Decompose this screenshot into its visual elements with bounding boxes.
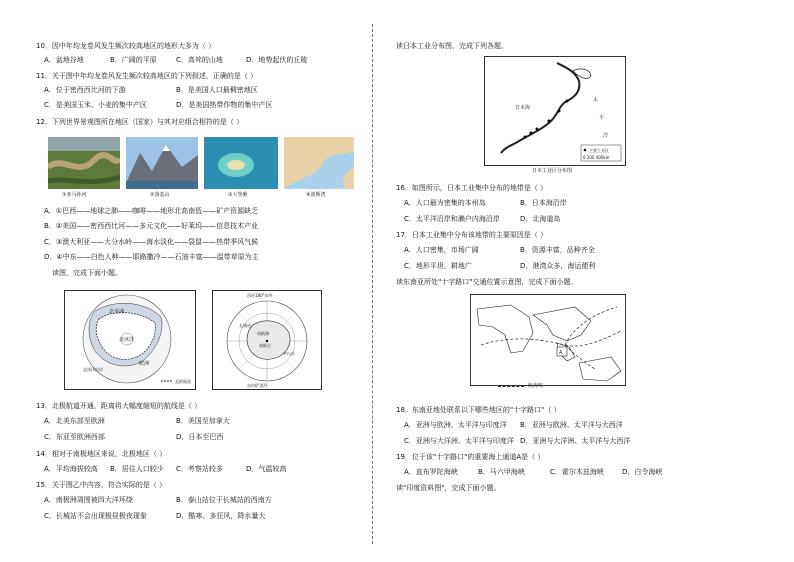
persian-gulf-map — [284, 137, 354, 189]
map2-label-antarctica: 南极洲 — [257, 331, 269, 336]
map2-label-south-pole: 南极点 — [259, 343, 271, 348]
map2-label-zhongshan-station: 中山站 — [283, 351, 295, 356]
q19-option-a[interactable]: A．直布罗陀海峡 — [404, 468, 458, 476]
q10-option-c[interactable]: C．高耸的山地 — [176, 56, 223, 64]
japan-map-pacific-3: 洋 — [603, 133, 609, 139]
map1-legend: 北极航道 — [175, 379, 191, 384]
q14-option-c[interactable]: C．考察站较多 — [176, 465, 223, 473]
q13-option-b[interactable]: B．美国至加拿大 — [176, 417, 230, 425]
q13-stem: 13．北极航道开通，距离将大幅度缩短的航线是（ ） — [36, 402, 202, 410]
passage-intro-japan: 读日本工业分布图，完成下列各题。 — [396, 42, 508, 50]
map1-label-north-america: 北美洲 — [109, 309, 125, 315]
q12-stem: 12．下列世界景观图所在地区（国家）与其对应组合相符的是（ ） — [36, 118, 244, 126]
sea-map-legend-label: 航海线 — [528, 383, 544, 389]
q19-option-b[interactable]: B．马六甲海峡 — [478, 468, 525, 476]
sea-map-point-a: A — [559, 350, 563, 356]
q14-option-a[interactable]: A．平均海拔较高 — [44, 465, 98, 473]
photo-caption-3: ③大堡礁 — [228, 192, 248, 198]
q10-option-a[interactable]: A．盆地谷地 — [44, 56, 84, 64]
q17-stem: 17．日本工业集中分布该地带的主要原因是（ ） — [396, 231, 548, 239]
map2-bottom-label: 东经0°西经 — [247, 383, 268, 388]
q14-option-d[interactable]: D．气温较高 — [246, 465, 287, 473]
q18-stem: 18．东南亚地处联系以下哪些地区的"十字路口"（ ） — [396, 406, 561, 414]
passage-intro-india: 读"印度资料图"，完成下面小题。 — [396, 484, 501, 492]
q19-option-c[interactable]: C．霍尔木兹海峡 — [550, 468, 604, 476]
japan-industry-map — [484, 56, 626, 166]
q13-option-a[interactable]: A．北美东部至欧洲 — [44, 417, 105, 425]
q17-option-d[interactable]: D．港湾众多，海运便利 — [520, 262, 596, 270]
map1-label-europe: 欧洲 — [139, 361, 150, 367]
q18-option-d[interactable]: D．亚洲与大洋洲、太平洋与大西洋 — [520, 437, 631, 445]
q12-option-c[interactable]: C．③澳大利亚——大分水岭——海水淡化——袋鼠——热带季风气候 — [44, 238, 259, 246]
right-column — [374, 0, 794, 562]
q11-option-b[interactable]: B．是美国人口最稠密地区 — [176, 86, 258, 94]
map1-label-arctic: 北冰洋 — [119, 337, 135, 343]
column-divider — [372, 24, 373, 544]
q15-option-b[interactable]: B．泰山站位于长城站的西南方 — [176, 496, 272, 504]
photo-caption-2: ②落基山 — [150, 192, 170, 198]
great-barrier-reef-photo — [204, 137, 278, 189]
q12-option-d[interactable]: D．④中东——白色人种——耶路撒冷——石油丰富——温带草原为主 — [44, 253, 259, 261]
japan-map-caption: 日本工业区分布图 — [532, 168, 573, 174]
japan-map-pacific-1: 太 — [593, 97, 599, 103]
q11-option-a[interactable]: A．位于密西西比河的下游 — [44, 86, 126, 94]
japan-map-pacific-2: 平 — [599, 115, 605, 121]
q16-option-c[interactable]: C．太平洋沿岸和濑户内海沿岸 — [404, 215, 500, 223]
q16-option-b[interactable]: B．日本海沿岸 — [520, 199, 567, 207]
photo-caption-1: ①亚马孙河 — [62, 192, 87, 198]
japan-map-scale: 0 200 400km — [583, 155, 610, 160]
q14-option-b[interactable]: B．居住人口较少 — [110, 465, 164, 473]
sea-map-legend-line — [498, 386, 524, 387]
q15-option-a[interactable]: A．南极洲周围被四大洋环绕 — [44, 496, 133, 504]
map2-title: 西经180°东经 — [247, 293, 273, 298]
q18-option-a[interactable]: A．亚洲与欧洲、太平洋与印度洋 — [404, 421, 507, 429]
q11-stem: 11．关于图中年均龙卷风发生频次较高地区的下列叙述，正确的是（ ） — [36, 72, 258, 80]
passage-intro-polar: 读图，完成下面小题。 — [52, 269, 122, 277]
q13-option-d[interactable]: D．日本至巴西 — [176, 433, 224, 441]
q16-option-a[interactable]: A．人口最为密集的本州岛 — [404, 199, 486, 207]
q18-option-c[interactable]: C．亚洲与大洋洲、太平洋与印度洋 — [404, 437, 514, 445]
q16-stem: 16．如图所示，日本工业集中分布的地带是（ ） — [396, 184, 548, 192]
q10-stem: 10．因中年均龙卷风发生频次较高地区的地形大多为（ ） — [36, 42, 216, 50]
passage-intro-southeast-asia: 读东南亚所处"十字路口"交通位置示意图，完成下面小题。 — [396, 278, 578, 286]
japan-map-sea-of-japan: 日本海 — [515, 105, 531, 111]
q15-option-c[interactable]: C．长城站不会出现极昼极夜现象 — [44, 512, 147, 520]
q12-option-a[interactable]: A．①巴西——地球之肺——咖啡——地形北高南低——矿产资源缺乏 — [44, 207, 259, 215]
map2-label-great-wall-station: 长城站 — [239, 323, 251, 328]
q16-option-d[interactable]: D．北海道岛 — [520, 215, 561, 223]
q15-option-d[interactable]: D．酷寒、多狂风，降水量大 — [176, 512, 266, 520]
q11-option-c[interactable]: C．是美国玉米、小麦的集中产区 — [44, 101, 147, 109]
q12-option-b[interactable]: B．②美国——密西西比河——多元文化——好莱坞——信息技术产业 — [44, 222, 259, 230]
map1-label-a: 北冰洋沿岸 — [83, 367, 103, 372]
q13-option-c[interactable]: C．东亚至欧洲西部 — [44, 433, 105, 441]
rocky-mountains-photo — [126, 137, 198, 189]
q17-option-b[interactable]: B．资源丰富，品种齐全 — [520, 246, 595, 254]
q11-option-d[interactable]: D．是美国热带作物的集中产区 — [176, 101, 273, 109]
q17-option-c[interactable]: C．地形平坦，耕地广 — [404, 262, 472, 270]
q15-stem: 15．关于图乙中内容，符合实际的是（ ） — [36, 481, 167, 489]
q14-stem: 14．相对于南极地区来说，北极地区（ ） — [36, 450, 167, 458]
photo-caption-4: ④波斯湾 — [306, 192, 326, 198]
left-column — [0, 0, 372, 562]
amazon-photo — [48, 137, 120, 189]
arctic-route-map — [64, 290, 196, 390]
southeast-asia-crossroads-map — [470, 294, 626, 386]
q19-stem: 19．位于该"十字路口"的重要海上通道A是（ ） — [396, 453, 545, 461]
antarctic-map — [212, 290, 322, 390]
q17-option-a[interactable]: A．人口密集，市场广阔 — [404, 246, 479, 254]
q10-option-b[interactable]: B．广阔的平原 — [110, 56, 157, 64]
q19-option-d[interactable]: D．白令海峡 — [622, 468, 663, 476]
q10-option-d[interactable]: D．地势起伏的丘陵 — [246, 56, 308, 64]
japan-map-legend: 主要工业区 — [589, 148, 609, 153]
q18-option-b[interactable]: B．亚洲与欧洲、太平洋与大西洋 — [520, 421, 623, 429]
